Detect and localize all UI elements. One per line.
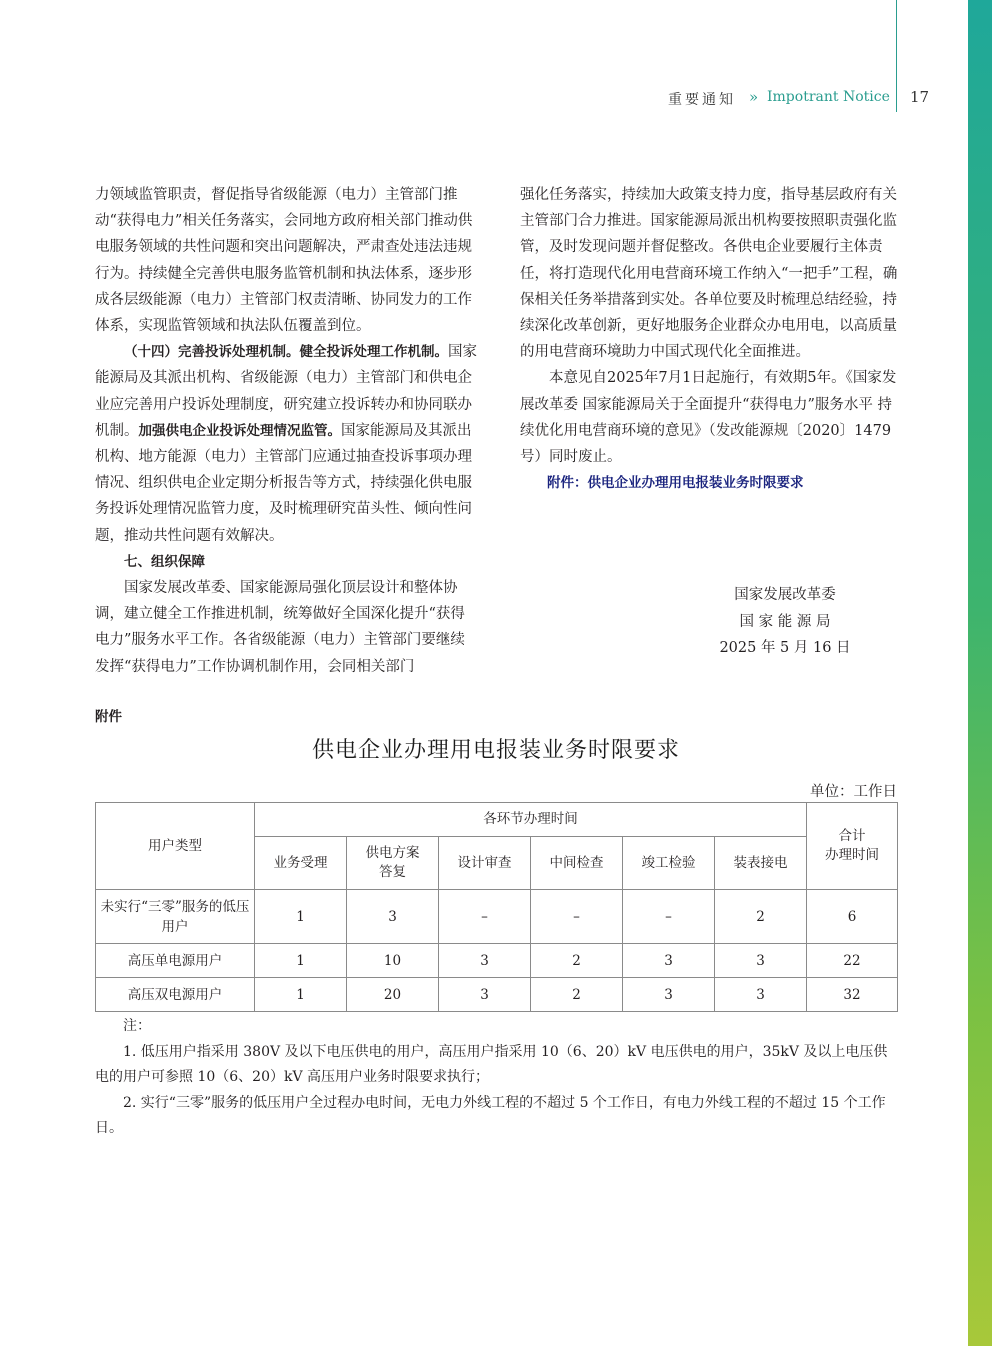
- cell-value: 3: [623, 944, 715, 978]
- cell-value: –: [623, 890, 715, 944]
- cell-value: 1: [255, 890, 347, 944]
- section-title: 重要通知: [668, 92, 736, 108]
- cell-value: –: [531, 890, 623, 944]
- side-color-bar: [968, 0, 992, 1346]
- table-title: 供电企业办理用电报装业务时限要求: [311, 738, 680, 763]
- paragraph-text: 国家能源局及其派出机构、地方能源（电力）主管部门应通过抽查投诉事项办理情况、组织供电企业定期分析报告等方式，持续强化供电服务投诉处理情况监管力度，及时梳理研究苗头性、倾向性问题，推动共性问题有效解决。: [95, 422, 472, 544]
- paragraph: 国家发展改革委、国家能源局强化顶层设计和整体协调，建立健全工作推进机制，统筹做好全国深化提升“获得电力”服务水平工作。各省级能源（电力）主管部门要继续发挥“获得电力”工作协调机制作用，会同相关部门: [95, 580, 465, 675]
- paragraph-heading: （十四）完善投诉处理机制。健全投诉处理工作机制。: [124, 344, 448, 361]
- header-stage: 业务受理: [255, 837, 347, 890]
- signature-block: [680, 582, 890, 662]
- table-row: [96, 944, 898, 978]
- cell-value: 2: [531, 978, 623, 1012]
- page-number: 17: [910, 88, 930, 106]
- paragraph: [95, 339, 478, 549]
- cell-user-type: 高压双电源用户: [96, 978, 255, 1012]
- page-header: [600, 89, 930, 111]
- signature-org: 国家发展改革委: [734, 587, 836, 603]
- cell-user-type: 未实行“三零”服务的低压用户: [96, 890, 255, 944]
- paragraph: 强化任务落实，持续加大政策支持力度，指导基层政府有关主管部门合力推进。国家能源局派出机构要按照职责强化监管，及时发现问题并督促整改。各供电企业要履行主体责任，将打造现代化用电营商环境工作纳入“一把手”工程，确保相关任务举措落到实处。各单位要及时梳理总结经验，持续深化改革创新，更好地服务企业群众办电用电，以高质量的用电营商环境助力中国式现代化全面推进。: [520, 187, 898, 361]
- cell-value: 3: [347, 890, 439, 944]
- paragraph-emphasis: 加强供电企业投诉处理情况监管。: [138, 422, 341, 439]
- cell-value: 3: [439, 944, 531, 978]
- signature-date: 2025 年 5 月 16 日: [719, 640, 851, 656]
- cell-value: 1: [255, 978, 347, 1012]
- cell-total: 6: [807, 890, 898, 944]
- header-stage-group: 各环节办理时间: [255, 803, 807, 837]
- left-column: [95, 182, 478, 680]
- annex-label: 附件: [95, 709, 122, 725]
- header-stage: 设计审查: [439, 837, 531, 890]
- header-stage: 竣工检验: [623, 837, 715, 890]
- cell-value: 3: [623, 978, 715, 1012]
- attachment-reference: 附件：供电企业办理用电报装业务时限要求: [547, 475, 804, 492]
- header-user-type: 用户类型: [96, 803, 255, 890]
- time-limit-table: [95, 802, 898, 1012]
- cell-value: 10: [347, 944, 439, 978]
- note-item: 2. 实行“三零”服务的低压用户全过程办电时间，无电力外线工程的不超过 5 个工作日，有电力外线工程的不超过 15 个工作日。: [95, 1094, 886, 1136]
- paragraph: 本意见自2025年7月1日起施行，有效期5年。《国家发展改革委 国家能源局关于全面提升“获得电力”服务水平 持续优化用电营商环境的意见》（发改能源规〔2020〕1479号）同时废止。: [520, 370, 897, 466]
- cell-value: –: [439, 890, 531, 944]
- cell-value: 1: [255, 944, 347, 978]
- header-total: 合计 办理时间: [807, 803, 898, 890]
- cell-total: 22: [807, 944, 898, 978]
- signature-org: 国 家 能 源 局: [739, 613, 831, 630]
- cell-value: 20: [347, 978, 439, 1012]
- table-header-row: [96, 803, 898, 837]
- table-notes: [95, 1014, 900, 1142]
- header-stage: 装表接电: [715, 837, 807, 890]
- cell-value: 2: [531, 944, 623, 978]
- paragraph: 力领域监管职责，督促指导省级能源（电力）主管部门推动“获得电力”相关任务落实，会同地方政府相关部门推动供电服务领域的共性问题和突出问题解决，严肃查处违法违规行为。持续健全完善供电服务监管机制和执法体系，逐步形成各层级能源（电力）主管部门权责清晰、协同发力的工作体系，实现监管领域和执法队伍覆盖到位。: [95, 187, 473, 335]
- cell-user-type: 高压单电源用户: [96, 944, 255, 978]
- right-column: [520, 182, 900, 496]
- paragraph-text: 国家能源局及其派出机构、省级能源（电力）主管部门和供电企业应完善用户投诉处理制度，研究建立投诉转办和协同联办机制。: [95, 344, 477, 439]
- cell-value: 3: [439, 978, 531, 1012]
- notes-label: 注：: [123, 1018, 151, 1034]
- section-title-en: Impotrant Notice: [767, 89, 890, 105]
- header-stage: 中间检查: [531, 837, 623, 890]
- table-row: [96, 890, 898, 944]
- cell-value: 3: [715, 944, 807, 978]
- cell-value: 2: [715, 890, 807, 944]
- chevron-icon: »: [749, 88, 759, 106]
- section-heading: 七、组织保障: [124, 553, 205, 570]
- table-unit: 单位：工作日: [810, 784, 897, 800]
- table-row: [96, 978, 898, 1012]
- cell-total: 32: [807, 978, 898, 1012]
- note-item: 1. 低压用户指采用 380V 及以下电压供电的用户，高压用户指采用 10（6、20）kV 电压供电的用户，35kV 及以上电压供电的用户可参照 10（6、20）kV 高压用户业务时限要求执行；: [95, 1043, 888, 1085]
- header-stage: 供电方案 答复: [347, 837, 439, 890]
- cell-value: 3: [715, 978, 807, 1012]
